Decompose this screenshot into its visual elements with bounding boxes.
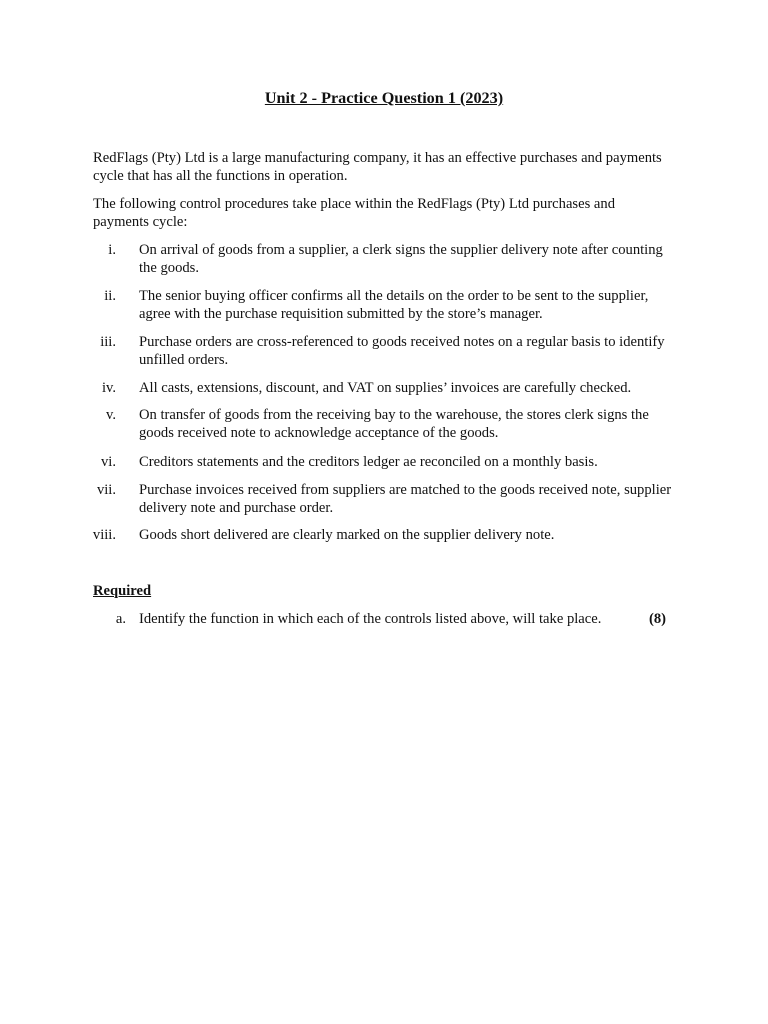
control-number: viii. <box>92 527 116 543</box>
control-number: i. <box>108 242 116 258</box>
control-item <box>0 241 768 281</box>
control-text: On transfer of goods from the receiving bay to the warehouse, the stores clerk signs the goods received note to acknowledge acceptance of the goods. <box>139 407 649 441</box>
control-item <box>0 526 768 566</box>
controls-intro-paragraph: The following control procedures take place within the RedFlags (Pty) Ltd purchases and payments cycle: <box>93 196 615 230</box>
control-number: ii. <box>104 288 116 304</box>
control-text: Creditors statements and the creditors ledger ae reconciled on a monthly basis. <box>139 454 598 470</box>
control-number: v. <box>106 407 116 423</box>
question-number: a. <box>115 611 126 627</box>
title-text: Unit 2 - Practice Question 1 (2023) <box>264 89 504 107</box>
control-number: vi. <box>101 454 116 470</box>
control-text: The senior buying officer confirms all the details on the order to be sent to the supplier, agree with the purchase requisition submitted by the store’s manager. <box>139 288 649 322</box>
control-number: iv. <box>101 380 116 396</box>
control-item <box>0 406 768 446</box>
intro-paragraph: RedFlags (Pty) Ltd is a large manufacturing company, it has an effective purchases and payments cycle that has all the functions in operation. <box>93 150 662 184</box>
question-marks: (8) <box>649 611 667 627</box>
required-heading: Required <box>93 583 152 599</box>
page-title <box>0 88 768 108</box>
control-number: iii. <box>100 334 116 350</box>
control-text: Goods short delivered are clearly marked on the supplier delivery note. <box>139 527 555 543</box>
control-item <box>0 333 768 373</box>
question-text: Identify the function in which each of the controls listed above, will take place. <box>139 611 602 627</box>
control-text: All casts, extensions, discount, and VAT on supplies’ invoices are carefully checked. <box>139 380 632 396</box>
control-number: vii. <box>96 482 116 498</box>
control-item <box>0 481 768 521</box>
control-item <box>0 287 768 327</box>
control-text: Purchase orders are cross-referenced to goods received notes on a regular basis to identify unfilled orders. <box>139 334 665 368</box>
control-text: Purchase invoices received from suppliers are matched to the goods received note, supplier delivery note and purchase order. <box>139 482 672 516</box>
control-text: On arrival of goods from a supplier, a clerk signs the supplier delivery note after counting the goods. <box>139 242 663 276</box>
